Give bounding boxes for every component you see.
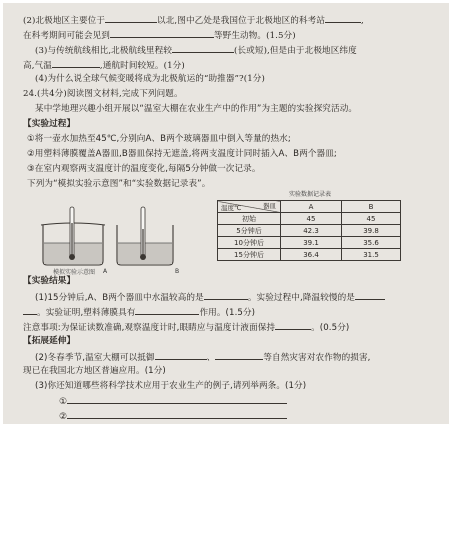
note-text-b: 。(0.5分): [311, 323, 350, 333]
answer-blank: [23, 305, 37, 315]
header-top: 器皿: [263, 202, 276, 210]
q2-text-e: 等野生动物。(1.5分): [213, 31, 296, 41]
q2-text-a: (2)北极地区主要位于: [23, 16, 106, 26]
results-text-d: 作用。(1.5分): [199, 308, 256, 318]
label-a: A: [103, 268, 108, 273]
q2-text-b: 以北,图中乙处是我国位于北极地区的科考站: [157, 16, 326, 26]
table-row: [218, 225, 401, 237]
step-3: ③在室内观察两支温度计的温度变化,每隔5分钟做一次记录。: [27, 164, 261, 174]
answer-blank: [67, 409, 287, 419]
cell-a: 42.3: [281, 225, 342, 237]
table-row: [218, 237, 401, 249]
q3-text-b: (长或短),但是由于北极地区纬度: [234, 46, 357, 56]
cell-a: 45: [281, 213, 342, 225]
answer-blank: [135, 305, 199, 315]
table-row: [218, 213, 401, 225]
q3-line2: [23, 58, 185, 72]
step-2: ②用塑料薄膜覆盖A器皿,B器皿保持无遮盖,将两支温度计同时插入A、B两个器皿;: [27, 149, 337, 159]
extension-line3: (3)你还知道哪些将科学技术应用于农业生产的例子,请列举两条。(1分): [35, 381, 307, 391]
answer-blank: [155, 350, 207, 360]
answer-blank: [275, 320, 311, 330]
section-title-process: 【实验过程】: [23, 119, 76, 129]
answer-blank: [110, 28, 214, 38]
results-line1: [35, 290, 385, 304]
answer-blank: [67, 394, 287, 404]
q3-text-c: 高,气温: [23, 61, 52, 71]
ext-text-c: 等自然灾害对农作物的损害,: [263, 353, 371, 363]
cell-a: 39.1: [281, 237, 342, 249]
results-text-c: 。实验证明,塑料薄膜具有: [37, 308, 136, 318]
label-b: B: [175, 268, 179, 273]
q4-line: (4)为什么说全球气候变暖将成为北极航运的“助推器”?(1分): [35, 74, 265, 84]
header-col-b: B: [342, 201, 401, 213]
row-label: 10分钟后: [218, 237, 281, 249]
ext-text-b: 、: [206, 353, 216, 363]
figure-caption: 模拟实验示意图: [53, 269, 96, 276]
table-header-diagonal: [218, 201, 281, 213]
section-title-extension: 【拓展延伸】: [23, 336, 76, 346]
data-table: [217, 200, 401, 261]
ext-text-a: (2)冬春季节,温室大棚可以抵御: [35, 353, 155, 363]
answer-blank: [172, 43, 234, 53]
table-title: 实验数据记录表: [289, 191, 332, 198]
results-text-a: (1)15分钟后,A、B两个器皿中水温较高的是: [35, 293, 204, 303]
extension-line2: 现已在我国北方地区普遍应用。(1分): [23, 366, 166, 376]
answer-blank: [325, 13, 361, 23]
q3-text-a: (3)与传统航线相比,北极航线里程较: [35, 46, 173, 56]
experiment-diagram: [39, 199, 179, 273]
answer-blank: [355, 290, 385, 300]
header-bottom: 温度℃: [221, 204, 242, 212]
row-label: 15分钟后: [218, 249, 281, 261]
header-col-a: A: [281, 201, 342, 213]
marker-1: ①: [59, 397, 68, 407]
marker-2: ②: [59, 412, 68, 422]
results-note: [23, 320, 349, 334]
row-label: 初始: [218, 213, 281, 225]
answer-line-1: [59, 394, 287, 408]
table-row: [218, 249, 401, 261]
answer-blank: [215, 350, 263, 360]
q3-line1: [35, 43, 357, 57]
step-1: ①将一壶水加热至45℃,分别向A、B两个玻璃器皿中倒入等量的热水;: [27, 134, 291, 144]
cell-b: 35.6: [342, 237, 401, 249]
table-header-row: [218, 201, 401, 213]
answer-blank: [204, 290, 248, 300]
cell-b: 31.5: [342, 249, 401, 261]
section-title-results: 【实验结果】: [23, 276, 76, 286]
answer-line-2: [59, 409, 287, 423]
cell-b: 45: [342, 213, 401, 225]
q2-line2: [23, 28, 296, 42]
q3-text-d: ,通航时间较短。(1分): [99, 61, 185, 71]
q2-text-c: ,: [361, 16, 364, 26]
q24-intro: 某中学地理兴趣小组开展以“温室大棚在农业生产中的作用”为主题的实验探究活动。: [35, 104, 358, 114]
answer-blank: [105, 13, 157, 23]
cell-b: 39.8: [342, 225, 401, 237]
q24-header: 24.(共4分)阅读图文材料,完成下列问题。: [23, 89, 183, 99]
results-text-b: 。实验过程中,降温较慢的是: [247, 293, 355, 303]
q2-line1: [23, 13, 364, 27]
note-text-a: 注意事项:为保证读数准确,观察温度计时,眼睛应与温度计液面保持: [23, 323, 276, 333]
row-label: 5分钟后: [218, 225, 281, 237]
exam-page: [3, 3, 449, 424]
q24-intro2: 下列为“模拟实验示意图”和“实验数据记录表”。: [27, 179, 211, 189]
extension-line1: [35, 350, 371, 364]
cell-a: 36.4: [281, 249, 342, 261]
results-line2: [23, 305, 255, 319]
answer-blank: [52, 58, 100, 68]
q2-text-d: 在科考期间可能会见到: [23, 31, 110, 41]
